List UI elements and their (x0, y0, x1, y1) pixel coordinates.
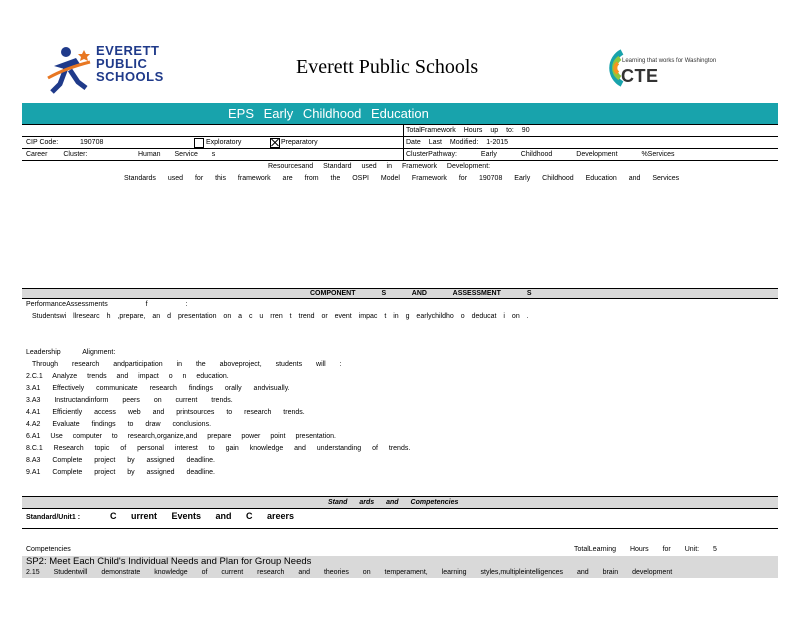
table-rule (22, 528, 778, 529)
runner-icon (46, 44, 94, 96)
list-item: 4.A1 Efficiently access web and printsources to research trends. (26, 409, 305, 416)
table-rule (22, 136, 778, 137)
list-item: 8.A3 Complete project by assigned deadline. (26, 457, 215, 464)
table-rule (22, 508, 778, 509)
competencies-label: Competencies (26, 546, 71, 553)
cip-code-label: CIP Code: (26, 139, 59, 146)
framework-title-band (22, 103, 778, 124)
cluster-pathway: ClusterPathway: Early Childhood Development %Services (406, 151, 675, 158)
standards-used-text: Standards used for this framework are from the OSPI Model Framework for 190708 Early Childhood Education and Services (124, 175, 680, 182)
date-last-modified: Date Last Modified: 1-2015 (406, 139, 509, 146)
sp2-title: SP2: Meet Each Child's Individual Needs and Plan for Group Needs (26, 556, 312, 567)
standard-unit-label: Standard/Unit1 : (26, 514, 81, 521)
performance-assessment-text: Studentswi llresearc h ,prepare, an d presentation on a c u rren t trend or event impac t in g earlychildho o deducat i on . (32, 313, 529, 320)
logo-line-1: EVERETT (96, 43, 160, 58)
cip-code-value: 190708 (80, 139, 104, 146)
leadership-intro: Through research andparticipation in the aboveproject, students will : (32, 361, 342, 368)
list-item: 8.C.1 Research topic of personal interest to gain knowledge and understanding of trends. (26, 445, 411, 452)
leadership-alignment-label: Leadership Alignment: (26, 349, 116, 356)
framework-title: EPS Early Childhood Education (228, 106, 429, 121)
performance-assessments-label: PerformanceAssessments f : (26, 301, 188, 308)
table-rule (22, 160, 778, 161)
table-rule (22, 298, 778, 299)
leadership-list (26, 373, 410, 481)
table-rule (22, 124, 778, 125)
sp2-item: 2.15 Studentwill demonstrate knowledge of current research and theories on temperament, learning styles,multipleintelligences and brain development (26, 569, 673, 576)
career-cluster-label: Career Cluster: (26, 151, 88, 158)
total-learning-hours: TotalLearning Hours for Unit: 5 (574, 546, 717, 553)
exploratory-label: Exploratory (206, 139, 242, 146)
total-framework-hours: TotalFramework Hours up to: 90 (406, 127, 530, 134)
exploratory-checkbox[interactable] (194, 138, 204, 148)
standards-heading: Stand ards and Competencies (328, 499, 459, 506)
components-heading: COMPONENT S AND ASSESSMENT S (310, 290, 532, 297)
list-item: 6.A1 Use computer to research,organize,and prepare power point presentation. (26, 433, 336, 440)
cte-swirl-icon (594, 46, 624, 90)
cte-wordmark: CTE (621, 66, 659, 86)
preparatory-checkbox[interactable] (270, 138, 280, 148)
table-rule (22, 288, 778, 289)
table-rule (22, 496, 778, 497)
resources-heading: Resourcesand Standard used in Framework Development: (268, 163, 491, 170)
page-title: Everett Public Schools (296, 56, 479, 78)
everett-public-schools-logo (46, 42, 176, 98)
list-item: 3.A1 Effectively communicate research findings orally andvisually. (26, 385, 290, 392)
table-divider (403, 124, 404, 160)
cte-logo (594, 44, 754, 92)
preparatory-label: Preparatory (281, 139, 318, 146)
list-item: 9.A1 Complete project by assigned deadline. (26, 469, 215, 476)
table-rule (22, 148, 778, 149)
list-item: 2.C.1 Analyze trends and impact o n education. (26, 373, 229, 380)
list-item: 4.A2 Evaluate findings to draw conclusions. (26, 421, 212, 428)
cte-tagline: Learning that works for Washington (622, 58, 717, 64)
unit-title: C urrent Events and C areers (110, 511, 295, 521)
logo-line-3: SCHOOLS (96, 69, 164, 84)
logo-line-2: PUBLIC (96, 56, 148, 71)
career-cluster-value: Human Service s (138, 151, 216, 158)
list-item: 3.A3 Instructandinform peers on current trends. (26, 397, 233, 404)
